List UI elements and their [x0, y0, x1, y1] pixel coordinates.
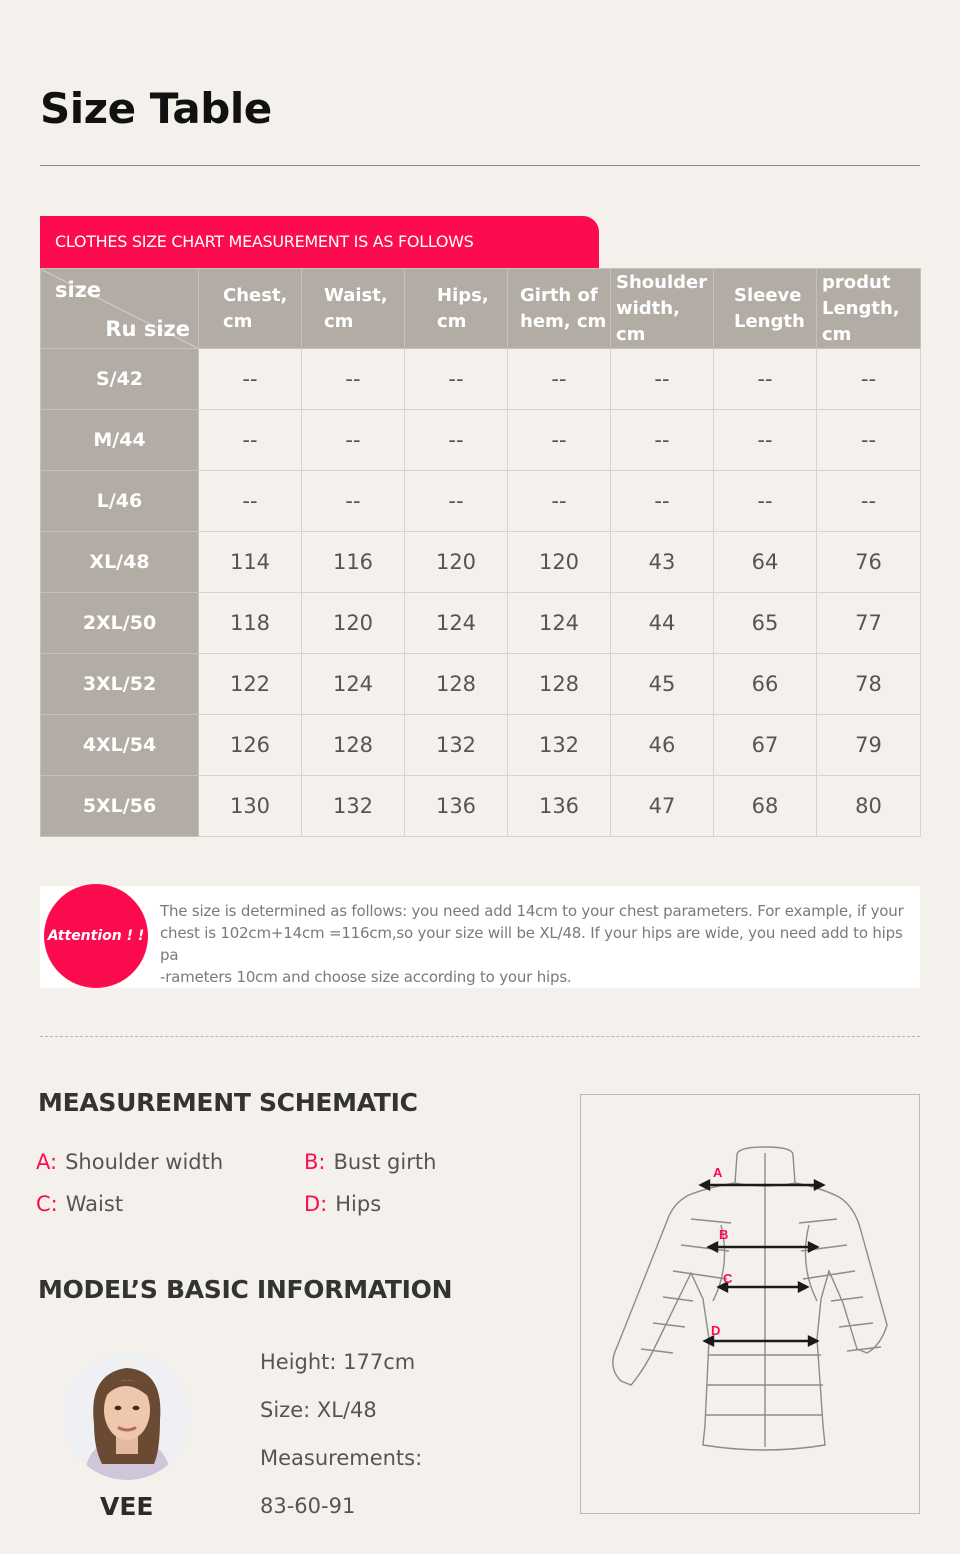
model-measurements-label: Measurements: [260, 1446, 423, 1470]
table-row [41, 410, 921, 471]
header-waist: Waist, cm [302, 269, 405, 349]
corner-ru-size-label: Ru size [105, 317, 190, 341]
attention-badge: Attention ! ! [44, 884, 148, 988]
header-chest: Chest, cm [199, 269, 302, 349]
table-cell: 44 [611, 593, 714, 654]
attention-line: -rameters 10cm and choose size according to your hips. [160, 968, 572, 986]
table-cell: -- [714, 471, 817, 532]
table-corner-header [41, 269, 199, 349]
measurement-item-c: C: Waist [36, 1192, 124, 1216]
table-cell: 128 [302, 715, 405, 776]
table-cell: 46 [611, 715, 714, 776]
table-cell: 47 [611, 776, 714, 837]
table-row [41, 349, 921, 410]
header-sleeve-length: Sleeve Length [714, 269, 817, 349]
sketch-label-a: A [713, 1165, 723, 1180]
table-cell: 120 [508, 532, 611, 593]
table-cell: 118 [199, 593, 302, 654]
row-size-label: XL/48 [41, 532, 199, 593]
row-size-label: M/44 [41, 410, 199, 471]
table-cell: 77 [817, 593, 921, 654]
model-size: Size: XL/48 [260, 1398, 377, 1422]
section-divider [40, 1036, 920, 1037]
table-cell: -- [508, 471, 611, 532]
title-divider [40, 165, 920, 166]
row-size-label: L/46 [41, 471, 199, 532]
table-cell: -- [405, 471, 508, 532]
jacket-sketch [580, 1094, 920, 1514]
table-cell: 76 [817, 532, 921, 593]
table-cell: -- [817, 410, 921, 471]
table-cell: 120 [405, 532, 508, 593]
table-cell: -- [405, 410, 508, 471]
table-cell: 132 [405, 715, 508, 776]
attention-text [160, 900, 912, 988]
table-cell: 124 [302, 654, 405, 715]
table-cell: -- [611, 410, 714, 471]
sketch-label-b: B [719, 1227, 729, 1242]
table-cell: 67 [714, 715, 817, 776]
row-size-label: S/42 [41, 349, 199, 410]
table-cell: -- [302, 349, 405, 410]
sketch-label-d: D [711, 1323, 721, 1338]
table-row [41, 654, 921, 715]
table-cell: -- [302, 471, 405, 532]
header-product-length: produt Length, cm [817, 269, 921, 349]
table-cell: 136 [508, 776, 611, 837]
model-height: Height: 177cm [260, 1350, 416, 1374]
model-heading: MODEL’S BASIC INFORMATION [38, 1275, 453, 1304]
sketch-label-c: C [723, 1271, 733, 1286]
table-cell: 132 [508, 715, 611, 776]
header-hem-girth: Girth of hem, cm [508, 269, 611, 349]
table-cell: -- [817, 349, 921, 410]
table-cell: -- [508, 410, 611, 471]
attention-line: The size is determined as follows: you need add 14cm to your chest parameters. For example, if your [160, 902, 904, 920]
model-avatar [64, 1354, 190, 1480]
table-cell: 114 [199, 532, 302, 593]
table-cell: -- [508, 349, 611, 410]
table-cell: -- [714, 349, 817, 410]
table-header-row [41, 269, 921, 349]
table-cell: 128 [508, 654, 611, 715]
table-cell: 122 [199, 654, 302, 715]
attention-line: chest is 102cm+14cm =116cm,so your size will be XL/48. If your hips are wide, you need add to hips pa [160, 924, 903, 964]
model-measurements-value: 83-60-91 [260, 1494, 356, 1518]
table-cell: 126 [199, 715, 302, 776]
size-table [40, 268, 921, 837]
table-cell: 136 [405, 776, 508, 837]
table-cell: -- [611, 471, 714, 532]
table-row [41, 715, 921, 776]
page-title: Size Table [40, 84, 272, 133]
table-cell: -- [199, 471, 302, 532]
measurement-item-d: D: Hips [304, 1192, 382, 1216]
table-cell: 116 [302, 532, 405, 593]
header-shoulder-width: Shoulder width, cm [611, 269, 714, 349]
table-cell: 68 [714, 776, 817, 837]
header-hips: Hips, cm [405, 269, 508, 349]
table-cell: 79 [817, 715, 921, 776]
row-size-label: 4XL/54 [41, 715, 199, 776]
table-row [41, 471, 921, 532]
corner-size-label: size [55, 278, 102, 302]
table-cell: 130 [199, 776, 302, 837]
table-cell: -- [611, 349, 714, 410]
table-cell: 128 [405, 654, 508, 715]
table-cell: -- [405, 349, 508, 410]
table-cell: -- [199, 349, 302, 410]
row-size-label: 2XL/50 [41, 593, 199, 654]
table-cell: 45 [611, 654, 714, 715]
table-cell: 124 [405, 593, 508, 654]
table-cell: 124 [508, 593, 611, 654]
table-row [41, 776, 921, 837]
table-cell: 66 [714, 654, 817, 715]
table-cell: -- [817, 471, 921, 532]
measurement-item-a: A: Shoulder width [36, 1150, 224, 1174]
table-row [41, 532, 921, 593]
row-size-label: 3XL/52 [41, 654, 199, 715]
table-row [41, 593, 921, 654]
table-cell: 80 [817, 776, 921, 837]
table-cell: 78 [817, 654, 921, 715]
table-cell: -- [714, 410, 817, 471]
table-cell: 64 [714, 532, 817, 593]
table-cell: -- [199, 410, 302, 471]
table-cell: 65 [714, 593, 817, 654]
table-cell: 132 [302, 776, 405, 837]
table-cell: -- [302, 410, 405, 471]
measurement-item-b: B: Bust girth [304, 1150, 437, 1174]
measurement-heading: MEASUREMENT SCHEMATIC [38, 1088, 418, 1117]
table-cell: 43 [611, 532, 714, 593]
model-name: VEE [100, 1492, 154, 1521]
size-chart-banner: CLOTHES SIZE CHART MEASUREMENT IS AS FOLLOWS [40, 216, 599, 268]
table-cell: 120 [302, 593, 405, 654]
jacket-outline-illustration [581, 1095, 921, 1515]
row-size-label: 5XL/56 [41, 776, 199, 837]
